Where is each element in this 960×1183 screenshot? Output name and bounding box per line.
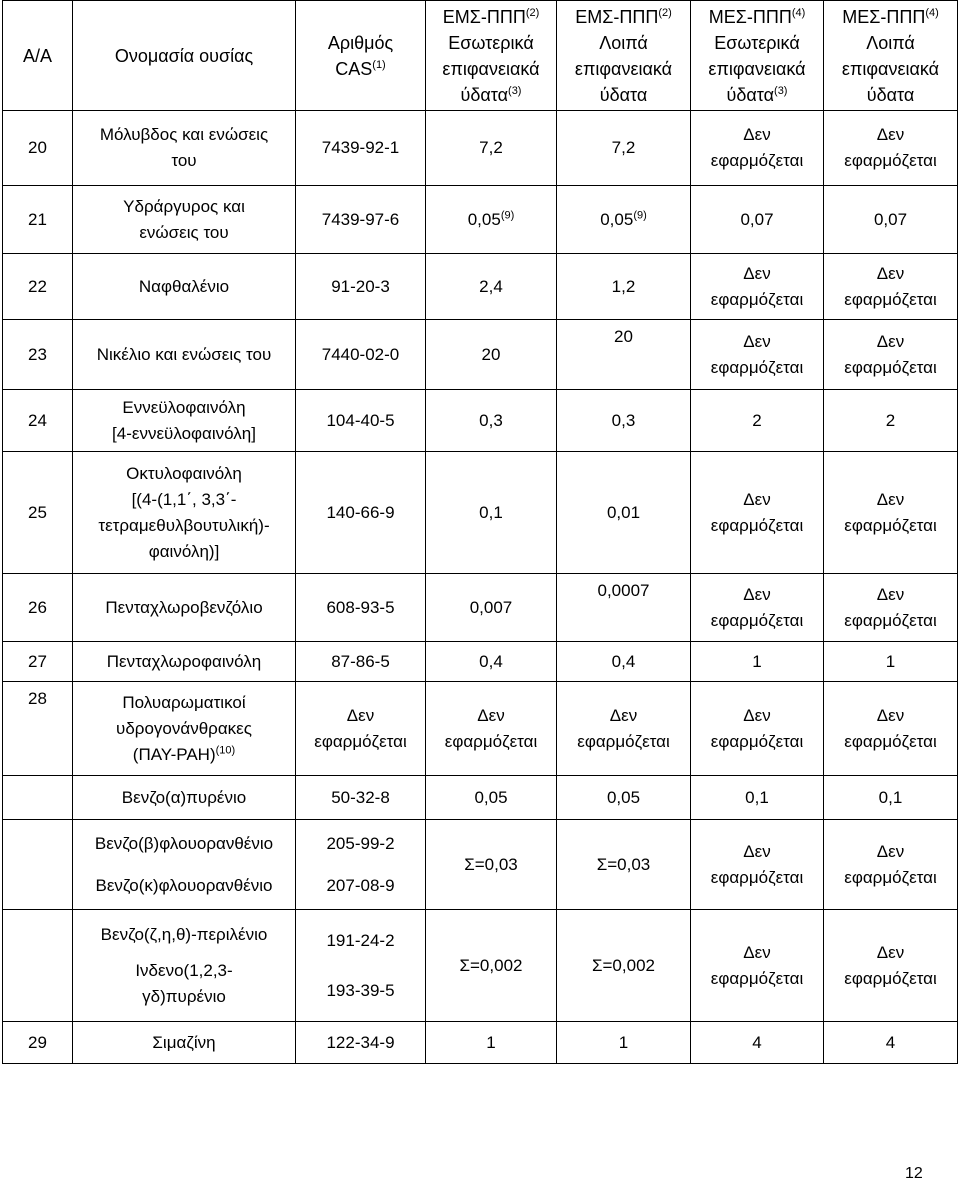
substance-name: Μόλυβδος και ενώσεις του bbox=[73, 111, 296, 186]
substance-name: Σιμαζίνη bbox=[73, 1022, 296, 1064]
row-number: 24 bbox=[3, 390, 73, 452]
value-cell: 7,2 bbox=[557, 111, 691, 186]
substance-name: Νικέλιο και ενώσεις του bbox=[73, 320, 296, 390]
value-cell: 0,4 bbox=[426, 642, 557, 682]
cas-number: 7439-97-6 bbox=[296, 186, 426, 254]
not-applicable: Δεν εφαρμόζεται bbox=[691, 910, 824, 1022]
cas-number: 87-86-5 bbox=[296, 642, 426, 682]
value-cell: 1 bbox=[691, 642, 824, 682]
not-applicable: Δεν εφαρμόζεται bbox=[824, 820, 958, 910]
value-cell: 4 bbox=[824, 1022, 958, 1064]
value-cell: 1 bbox=[557, 1022, 691, 1064]
row-number: 20 bbox=[3, 111, 73, 186]
value-cell: 0,1 bbox=[691, 776, 824, 820]
substance-name: Οκτυλοφαινόλη [(4-(1,1΄, 3,3΄- τετραμεθυλβουτυλική)- φαινόλη)] bbox=[73, 452, 296, 574]
table-row bbox=[3, 186, 958, 254]
row-number: 22 bbox=[3, 254, 73, 320]
header-name: Ονομασία ουσίας bbox=[73, 1, 296, 111]
value-cell: Σ=0,03 bbox=[426, 820, 557, 910]
row-number bbox=[3, 820, 73, 910]
value-cell: Σ=0,002 bbox=[557, 910, 691, 1022]
value-cell: 0,01 bbox=[557, 452, 691, 574]
row-number: 21 bbox=[3, 186, 73, 254]
table-row bbox=[3, 1022, 958, 1064]
table-row bbox=[3, 452, 958, 574]
cas-number: 7440-02-0 bbox=[296, 320, 426, 390]
substances-table bbox=[2, 0, 958, 1064]
not-applicable: Δεν εφαρμόζεται bbox=[691, 254, 824, 320]
cas-number: 104-40-5 bbox=[296, 390, 426, 452]
value-cell: 0,05$^{(9)}$ bbox=[557, 186, 691, 254]
not-applicable: Δεν εφαρμόζεται bbox=[824, 320, 958, 390]
header-c1: ΕΜΣ-ΠΠΠ$^{(2)}$ Εσωτερικά επιφανειακά ύδατα$^{(3)}$ bbox=[426, 1, 557, 111]
value-cell: 1,2 bbox=[557, 254, 691, 320]
table-row bbox=[3, 320, 958, 390]
table-row bbox=[3, 642, 958, 682]
value-cell: 2 bbox=[824, 390, 958, 452]
substance-name: Υδράργυρος και ενώσεις του bbox=[73, 186, 296, 254]
table-row bbox=[3, 574, 958, 642]
not-applicable: Δεν εφαρμόζεται bbox=[691, 682, 824, 776]
substance-name: Εννεϋλοφαινόλη [4-εννεϋλοφαινόλη] bbox=[73, 390, 296, 452]
row-number: 27 bbox=[3, 642, 73, 682]
not-applicable: Δεν εφαρμόζεται bbox=[824, 910, 958, 1022]
value-cell: Σ=0,002 bbox=[426, 910, 557, 1022]
table-row bbox=[3, 820, 958, 910]
not-applicable: Δεν εφαρμόζεται bbox=[824, 574, 958, 642]
table-row bbox=[3, 390, 958, 452]
row-number: 23 bbox=[3, 320, 73, 390]
cas-number: 205-99-2 207-08-9 bbox=[296, 820, 426, 910]
cas-number: 608-93-5 bbox=[296, 574, 426, 642]
value-cell: 0,4 bbox=[557, 642, 691, 682]
row-number: 25 bbox=[3, 452, 73, 574]
not-applicable: Δεν εφαρμόζεται bbox=[296, 682, 426, 776]
substance-name: Πενταχλωροβενζόλιο bbox=[73, 574, 296, 642]
cas-number: 7439-92-1 bbox=[296, 111, 426, 186]
cas-number: 122-34-9 bbox=[296, 1022, 426, 1064]
value-cell: 0,0007 bbox=[557, 574, 691, 642]
table-row bbox=[3, 682, 958, 776]
substance-name: Πενταχλωροφαινόλη bbox=[73, 642, 296, 682]
cas-number: 50-32-8 bbox=[296, 776, 426, 820]
row-number: 26 bbox=[3, 574, 73, 642]
value-cell: 0,07 bbox=[691, 186, 824, 254]
value-cell: 0,05 bbox=[557, 776, 691, 820]
row-number bbox=[3, 776, 73, 820]
value-cell: 0,1 bbox=[426, 452, 557, 574]
value-cell: 0,1 bbox=[824, 776, 958, 820]
header-row bbox=[3, 1, 958, 111]
substance-name: Βενζο(α)πυρένιο bbox=[73, 776, 296, 820]
substance-name: Βενζο(ζ,η,θ)-περιλένιο Ινδενο(1,2,3- γδ)πυρένιο bbox=[73, 910, 296, 1022]
table-row bbox=[3, 254, 958, 320]
not-applicable: Δεν εφαρμόζεται bbox=[691, 320, 824, 390]
not-applicable: Δεν εφαρμόζεται bbox=[691, 111, 824, 186]
not-applicable: Δεν εφαρμόζεται bbox=[824, 254, 958, 320]
table-row bbox=[3, 910, 958, 1022]
value-cell: 7,2 bbox=[426, 111, 557, 186]
row-number bbox=[3, 910, 73, 1022]
value-cell: 1 bbox=[824, 642, 958, 682]
header-c4: ΜΕΣ-ΠΠΠ$^{(4)}$ Λοιπά επιφανειακά ύδατα bbox=[824, 1, 958, 111]
value-cell: 0,3 bbox=[426, 390, 557, 452]
cas-number: 140-66-9 bbox=[296, 452, 426, 574]
value-cell: 20 bbox=[426, 320, 557, 390]
value-cell: 0,05 bbox=[426, 776, 557, 820]
header-c3: ΜΕΣ-ΠΠΠ$^{(4)}$ Εσωτερικά επιφανειακά ύδατα$^{(3)}$ bbox=[691, 1, 824, 111]
substance-name: Πολυαρωματικοί υδρογονάνθρακες $(\Pi A\Upsilon-PAH)^{(10)}$ bbox=[73, 682, 296, 776]
value-cell: 0,3 bbox=[557, 390, 691, 452]
value-cell: 1 bbox=[426, 1022, 557, 1064]
table-row bbox=[3, 776, 958, 820]
header-aa: Α/Α bbox=[3, 1, 73, 111]
substance-name: Ναφθαλένιο bbox=[73, 254, 296, 320]
value-cell: Σ=0,03 bbox=[557, 820, 691, 910]
substance-name: Βενζο(β)φλουορανθένιο Βενζο(κ)φλουορανθένιο bbox=[73, 820, 296, 910]
not-applicable: Δεν εφαρμόζεται bbox=[557, 682, 691, 776]
value-cell: 0,007 bbox=[426, 574, 557, 642]
table-row bbox=[3, 111, 958, 186]
not-applicable: Δεν εφαρμόζεται bbox=[824, 452, 958, 574]
value-cell: 0,07 bbox=[824, 186, 958, 254]
value-cell: 0,05$^{(9)}$ bbox=[426, 186, 557, 254]
cas-number: 191-24-2 193-39-5 bbox=[296, 910, 426, 1022]
not-applicable: Δεν εφαρμόζεται bbox=[691, 574, 824, 642]
not-applicable: Δεν εφαρμόζεται bbox=[426, 682, 557, 776]
value-cell: 2 bbox=[691, 390, 824, 452]
not-applicable: Δεν εφαρμόζεται bbox=[691, 820, 824, 910]
header-cas: Αριθμός CAS$^{(1)}$ bbox=[296, 1, 426, 111]
not-applicable: Δεν εφαρμόζεται bbox=[824, 682, 958, 776]
page-number: 12 bbox=[905, 1165, 923, 1182]
header-c2: ΕΜΣ-ΠΠΠ$^{(2)}$ Λοιπά επιφανειακά ύδατα bbox=[557, 1, 691, 111]
not-applicable: Δεν εφαρμόζεται bbox=[691, 452, 824, 574]
row-number: 28 bbox=[3, 682, 73, 776]
value-cell: 4 bbox=[691, 1022, 824, 1064]
not-applicable: Δεν εφαρμόζεται bbox=[824, 111, 958, 186]
cas-number: 91-20-3 bbox=[296, 254, 426, 320]
value-cell: 20 bbox=[557, 320, 691, 390]
row-number: 29 bbox=[3, 1022, 73, 1064]
value-cell: 2,4 bbox=[426, 254, 557, 320]
